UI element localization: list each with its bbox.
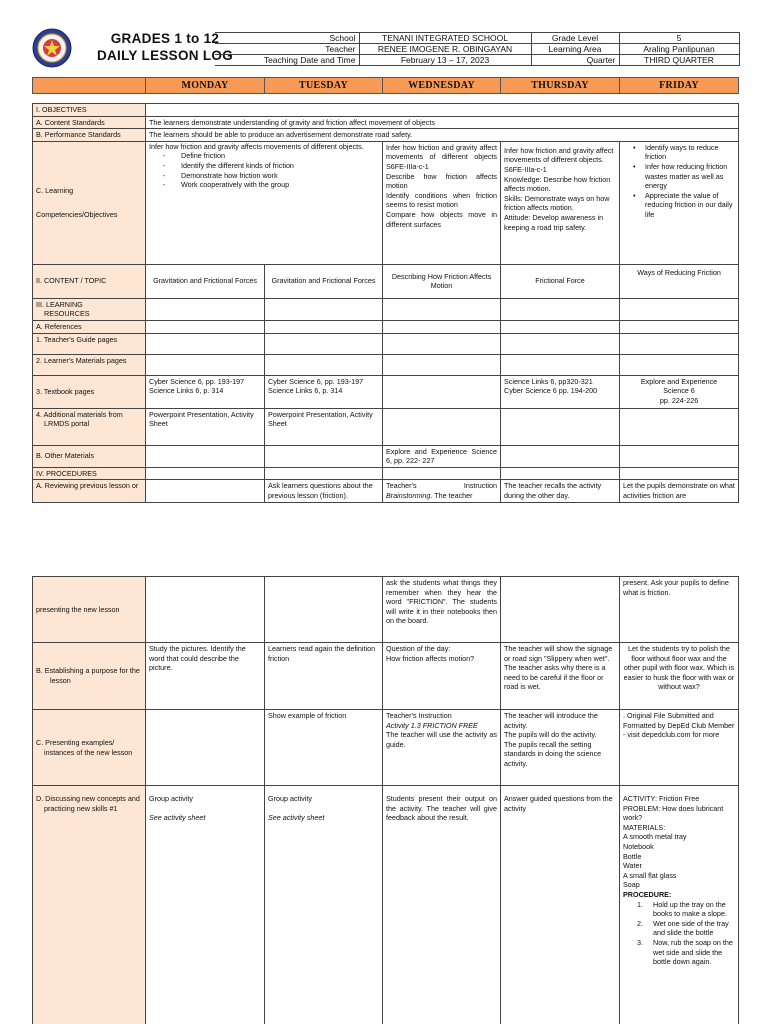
examples-wed-line: Teacher's Instruction	[386, 711, 452, 720]
learning-competencies-label	[33, 141, 146, 264]
list-item	[631, 938, 735, 967]
empty-cell	[620, 445, 739, 467]
thu-line: Infer how friction and gravity affect movements of different objects. S6FE-IIIa-c-1	[504, 145, 614, 174]
purpose-monday: Study the pictures. Identify the word that could describe the picture.	[146, 643, 265, 710]
wed-line: Infer how friction and gravity affect movements of different objects S6FE-IIIa-c-1	[386, 142, 497, 171]
thu-line: Skills: Demonstrate ways on how friction affects motion.	[504, 193, 610, 213]
objectives-label: I. OBJECTIVES	[33, 104, 146, 117]
textbook-line: pp. 224-226	[659, 395, 699, 405]
empty-cell	[265, 354, 383, 375]
school-label: School	[215, 33, 359, 44]
review-wednesday	[383, 480, 501, 502]
list-item: - Identify the different kinds of friction	[163, 161, 379, 171]
discuss-label-1: D. Discussing new concepts and	[36, 794, 140, 803]
purpose-tuesday: Learners read again the definition friction	[265, 643, 383, 710]
content-topic-label: II. CONTENT / TOPIC	[33, 264, 146, 298]
learning-friday	[620, 141, 739, 264]
empty-cell	[146, 710, 265, 786]
empty-cell	[501, 467, 620, 480]
empty-cell	[383, 467, 501, 480]
step-number: 2.	[637, 918, 643, 928]
performance-standards-value: The learners should be able to produce an advertisement demonstrate road safety.	[146, 129, 739, 142]
step-text: Hold up the tray on the books to make a slope.	[653, 899, 727, 919]
empty-cell	[501, 333, 620, 354]
learning-label-2: Competencies/Objectives	[36, 209, 118, 219]
lesson-table-page-1	[32, 103, 739, 503]
learning-monday-tuesday	[146, 141, 383, 264]
discuss-tuesday	[265, 786, 383, 1024]
fri-problem: PROBLEM: How does lubricant work?	[623, 803, 724, 823]
discuss-thursday: Answer guided questions from the activity	[501, 786, 620, 1024]
empty-cell	[501, 354, 620, 375]
learning-thursday	[501, 141, 620, 264]
additional-label-1: 4. Additional materials from	[36, 409, 123, 419]
empty-cell	[265, 298, 383, 320]
discuss-label-2: practicing new skills #1	[44, 803, 118, 813]
topic-tuesday: Gravitation and Frictional Forces	[265, 264, 383, 298]
empty-cell	[383, 375, 501, 408]
grade-label: Grade Level	[531, 33, 619, 44]
list-item: • Identify ways to reduce friction	[631, 143, 735, 162]
mon-objective-list	[149, 151, 379, 189]
presenting-new-lesson-label: presenting the new lesson	[33, 577, 146, 643]
day-tuesday: TUESDAY	[265, 78, 383, 94]
references-label: A. References	[33, 320, 146, 333]
empty-cell	[383, 354, 501, 375]
purpose-friday: Let the students try to polish the floor without floor wax and the other pupil with floor wax. Which is easier to husk the floor with wax or without wax?	[620, 643, 739, 710]
review-tuesday: Ask learners questions about the previous lesson (friction).	[265, 480, 383, 502]
learning-label-1: C. Learning	[36, 186, 74, 196]
empty-cell	[146, 445, 265, 467]
day-monday: MONDAY	[146, 78, 265, 94]
wed-line: Compare how objects move in different surfaces	[386, 209, 497, 229]
step-number: 3.	[637, 937, 643, 947]
examples-label-2: instances of the new lesson	[44, 747, 133, 757]
textbook-pages-label: 3. Textbook pages	[33, 375, 146, 408]
resources-label-2: RESOURCES	[44, 309, 90, 319]
day-header-blank	[33, 78, 146, 94]
area-value: Araling Panlipunan	[619, 44, 739, 55]
step-text: Wet one side of the tray and slide the bottle	[653, 918, 729, 938]
thu-line: Knowledge: Describe how friction affects motion.	[504, 174, 611, 194]
purpose-label-2: lesson	[50, 676, 71, 685]
presenting-examples-label	[33, 710, 146, 786]
purpose-thursday: The teacher will show the signage or road sign "Slippery when wet". The teacher asks why there is a need to be careful if the floor or road is wet.	[501, 643, 620, 710]
empty-cell	[265, 333, 383, 354]
discuss-monday	[146, 786, 265, 1024]
empty-cell	[501, 408, 620, 445]
school-value: TENANI INTEGRATED SCHOOL	[359, 33, 531, 44]
textbook-tuesday	[265, 375, 383, 408]
additional-label-2: LRMDS portal	[44, 419, 90, 429]
additional-monday: Powerpoint Presentation, Activity Sheet	[146, 408, 265, 445]
examples-label-1: C. Presenting examples/	[36, 737, 115, 747]
examples-thu-line: The pupils will do the activity.	[504, 730, 597, 740]
empty-cell	[265, 445, 383, 467]
empty-cell	[620, 408, 739, 445]
examples-wed-activity: Activity 1.3 FRICTION FREE	[386, 720, 478, 730]
textbook-line: Science Links 6, pp320-321	[504, 376, 593, 386]
teacher-label: Teacher	[215, 44, 359, 55]
fri-procedure-label: PROCEDURE:	[623, 889, 672, 899]
textbook-line: Cyber Science 6 pp. 194-200	[504, 386, 598, 396]
textbook-line: Cyber Science 6, pp. 193-197	[268, 376, 364, 386]
date-label: Teaching Date and Time	[215, 55, 359, 66]
additional-tuesday: Powerpoint Presentation, Activity Sheet	[265, 408, 383, 445]
day-friday: FRIDAY	[620, 78, 739, 94]
area-label: Learning Area	[531, 44, 619, 55]
empty-cell	[383, 408, 501, 445]
empty-cell	[383, 333, 501, 354]
list-item	[631, 900, 735, 919]
reviewing-label: A. Reviewing previous lesson or	[33, 480, 146, 502]
empty-cell	[620, 354, 739, 375]
learning-wednesday	[383, 141, 501, 264]
discuss-wednesday: Students present their output on the activity. The teacher will give feedback about the result.	[383, 786, 501, 1024]
fri-material: A smooth metal tray	[623, 832, 687, 842]
learning-resources-label	[33, 298, 146, 320]
empty-cell	[501, 320, 620, 333]
examples-thu-line: The teacher will introduce the activity.	[504, 711, 598, 730]
empty-cell	[620, 333, 739, 354]
learners-materials-label: 2. Learner's Materials pages	[33, 354, 146, 375]
examples-friday: . Original File Submitted and Formatted by DepEd Club Member - visit depedclub.com for more	[620, 710, 739, 786]
purpose-wed-line: How friction affects motion?	[386, 653, 475, 663]
review-wed-instruction: Teacher's Instruction	[386, 481, 497, 491]
date-value: February 13 – 17, 2023	[359, 55, 531, 66]
fri-procedure-list	[623, 900, 735, 967]
textbook-thursday	[501, 375, 620, 408]
topic-monday: Gravitation and Frictional Forces	[146, 264, 265, 298]
discuss-tue-line: Group activity	[268, 794, 312, 803]
performance-standards-label: B. Performance Standards	[33, 129, 146, 142]
fri-material: Water	[623, 861, 642, 871]
list-item: - Define friction	[163, 151, 379, 161]
review-thursday: The teacher recalls the activity during the other day.	[501, 480, 620, 502]
empty-cell	[146, 333, 265, 354]
lesson-table-page-2	[32, 576, 739, 1024]
empty-cell	[146, 480, 265, 502]
textbook-line: Science Links 6, p. 314	[149, 386, 224, 396]
list-item: • Appreciate the value of reducing friction in our daily life	[631, 191, 735, 220]
examples-wed-line: The teacher will use the activity as guide.	[386, 730, 497, 749]
textbook-line: Explore and Experience	[640, 376, 718, 386]
list-item: - Demonstrate how friction work	[163, 171, 379, 181]
other-materials-wednesday: Explore and Experience Science 6, pp. 222- 227	[383, 445, 501, 467]
empty-cell	[265, 467, 383, 480]
topic-wednesday: Describing How Friction Affects Motion	[383, 264, 501, 298]
lesson-log-header	[30, 28, 739, 68]
examples-thu-line: The pupils recall the setting standards in doing the science activity.	[504, 739, 602, 768]
present-friday: present. Ask your pupils to define what is friction.	[620, 577, 739, 643]
present-wednesday: ask the students what things they remember when they hear the word "FRICTION". The students will write it in their notebooks then on the board.	[383, 577, 501, 643]
examples-wednesday	[383, 710, 501, 786]
fri-materials-label: MATERIALS:	[623, 822, 666, 832]
quarter-value: THIRD QUARTER	[619, 55, 739, 66]
title-line-1: GRADES 1 to 12	[110, 31, 220, 46]
deped-seal-icon	[32, 28, 72, 68]
step-number: 1.	[637, 899, 643, 909]
grade-value: 5	[619, 33, 739, 44]
discuss-mon-line: Group activity	[149, 794, 193, 803]
procedures-label: IV. PROCEDURES	[33, 467, 146, 480]
discuss-friday	[620, 786, 739, 1024]
textbook-monday	[146, 375, 265, 408]
establishing-purpose-label	[33, 643, 146, 710]
textbook-line: Science Links 6, p. 314	[268, 386, 343, 396]
content-standards-label: A. Content Standards	[33, 116, 146, 129]
fri-material: Notebook	[623, 841, 654, 851]
day-thursday: THURSDAY	[501, 78, 620, 94]
quarter-label: Quarter	[531, 55, 619, 66]
empty-cell	[146, 577, 265, 643]
fri-material: Bottle	[623, 851, 642, 861]
fri-material: Soap	[623, 880, 640, 890]
mon-intro: Infer how friction and gravity affects movements of different objects.	[149, 141, 364, 151]
topic-friday: Ways of Reducing Friction	[620, 264, 739, 298]
textbook-line: Science 6	[663, 386, 695, 396]
list-item	[631, 919, 735, 938]
review-wed-brainstorming: Brainstorming	[386, 490, 431, 500]
thu-line: Attitude: Develop awareness in keeping a road trip safety.	[504, 212, 604, 232]
fri-activity: ACTIVITY: Friction Free	[623, 794, 700, 803]
other-materials-label: B. Other Materials	[33, 445, 146, 467]
header-info-table	[215, 32, 740, 66]
wed-line: Identify conditions when friction seems to resist motion	[386, 190, 497, 210]
empty-cell	[146, 320, 265, 333]
empty-cell	[501, 445, 620, 467]
step-text: Now, rub the soap on the wet side and slide the bottle down again.	[653, 937, 733, 967]
empty-cell	[146, 467, 265, 480]
topic-thursday: Frictional Force	[501, 264, 620, 298]
objectives-blank	[146, 104, 739, 117]
discussing-concepts-label	[33, 786, 146, 1024]
examples-tuesday: Show example of friction	[265, 710, 383, 786]
empty-cell	[501, 298, 620, 320]
review-wed-teacher: . The teacher	[430, 490, 473, 500]
empty-cell	[620, 320, 739, 333]
empty-cell	[265, 320, 383, 333]
fri-objective-list	[623, 143, 735, 220]
teachers-guide-label: 1. Teacher's Guide pages	[33, 333, 146, 354]
discuss-mon-sheet: See activity sheet	[149, 812, 206, 822]
textbook-line: Cyber Science 6, pp. 193-197	[149, 376, 245, 386]
wed-line: Describe how friction affects motion	[386, 171, 497, 191]
day-header-row	[32, 77, 739, 94]
empty-cell	[265, 577, 383, 643]
empty-cell	[501, 577, 620, 643]
list-item: • Infer how reducing friction wastes matter as well as energy	[631, 162, 735, 191]
purpose-wednesday	[383, 643, 501, 710]
title-line-2: DAILY LESSON LOG	[96, 48, 234, 63]
day-wednesday: WEDNESDAY	[383, 78, 501, 94]
resources-label-1: III. LEARNING	[36, 299, 83, 309]
review-friday: Let the pupils demonstrate on what activities friction are	[620, 480, 739, 502]
empty-cell	[146, 298, 265, 320]
content-standards-value: The learners demonstrate understanding of gravity and friction affect movement of objects	[146, 116, 739, 129]
empty-cell	[620, 298, 739, 320]
empty-cell	[383, 320, 501, 333]
additional-materials-label	[33, 408, 146, 445]
purpose-label-1: B. Establishing a purpose for the	[36, 666, 140, 676]
examples-thursday	[501, 710, 620, 786]
empty-cell	[620, 467, 739, 480]
purpose-wed-line: Question of the day:	[386, 644, 451, 653]
empty-cell	[146, 354, 265, 375]
empty-cell	[383, 298, 501, 320]
fri-material: A small flat glass	[623, 870, 677, 880]
textbook-friday	[620, 375, 739, 408]
teacher-value: RENEE IMOGENE R. OBINGAYAN	[359, 44, 531, 55]
discuss-tue-sheet: See activity sheet	[268, 812, 325, 822]
list-item: - Work cooperatively with the group	[163, 180, 379, 190]
